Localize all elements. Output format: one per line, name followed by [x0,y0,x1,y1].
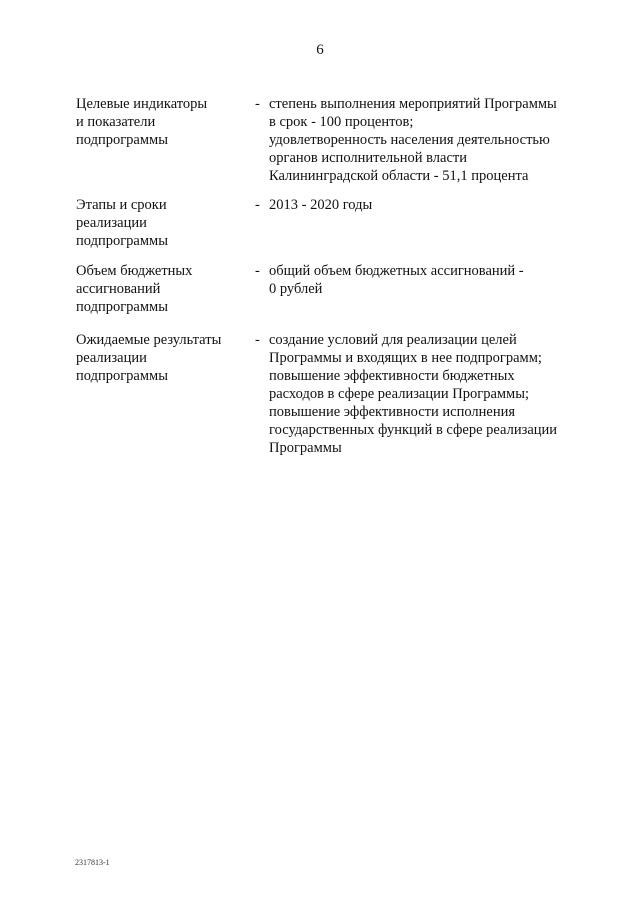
label-line: подпрограммы [76,368,168,384]
page-number: 6 [316,42,324,58]
document-code: 2317813-1 [75,858,110,867]
content-line: повышение эффективности бюджетных [269,368,515,384]
section-dash: - [255,332,260,348]
content-line: Программы [269,440,342,456]
section-content [269,196,579,214]
section-dash: - [255,263,260,279]
content-line: 2013 - 2020 годы [269,197,373,213]
label-line: ассигнований [76,281,161,297]
content-line: государственных функций в сфере реализации [269,422,558,438]
section-label [76,95,251,149]
label-line: реализации [76,215,147,231]
section-content [269,95,579,185]
section-label [76,262,251,316]
section-dash: - [255,197,260,213]
content-line: в срок - 100 процентов; [269,114,414,130]
content-line: создание условий для реализации целей [269,332,517,348]
section-label [76,331,251,385]
label-line: и показатели [76,114,156,130]
label-line: Объем бюджетных [76,263,193,279]
content-line: органов исполнительной власти [269,150,468,166]
label-line: реализации [76,350,147,366]
content-line: Программы и входящих в нее подпрограмм; [269,350,542,366]
content-line: Калининградской области - 51,1 процента [269,168,529,184]
label-line: подпрограммы [76,233,168,249]
label-line: Ожидаемые результаты [76,332,222,348]
label-line: подпрограммы [76,132,168,148]
content-line: общий объем бюджетных ассигнований - [269,263,524,279]
section-content [269,331,579,457]
section-label [76,196,251,250]
label-line: Целевые индикаторы [76,96,208,112]
label-line: подпрограммы [76,299,168,315]
section-dash: - [255,96,260,112]
label-line: Этапы и сроки [76,197,167,213]
content-line: расходов в сфере реализации Программы; [269,386,530,402]
content-line: 0 рублей [269,281,323,297]
content-line: степень выполнения мероприятий Программы [269,96,557,112]
content-line: повышение эффективности исполнения [269,404,516,420]
section-content [269,262,579,298]
content-line: удовлетворенность населения деятельностью [269,132,550,148]
